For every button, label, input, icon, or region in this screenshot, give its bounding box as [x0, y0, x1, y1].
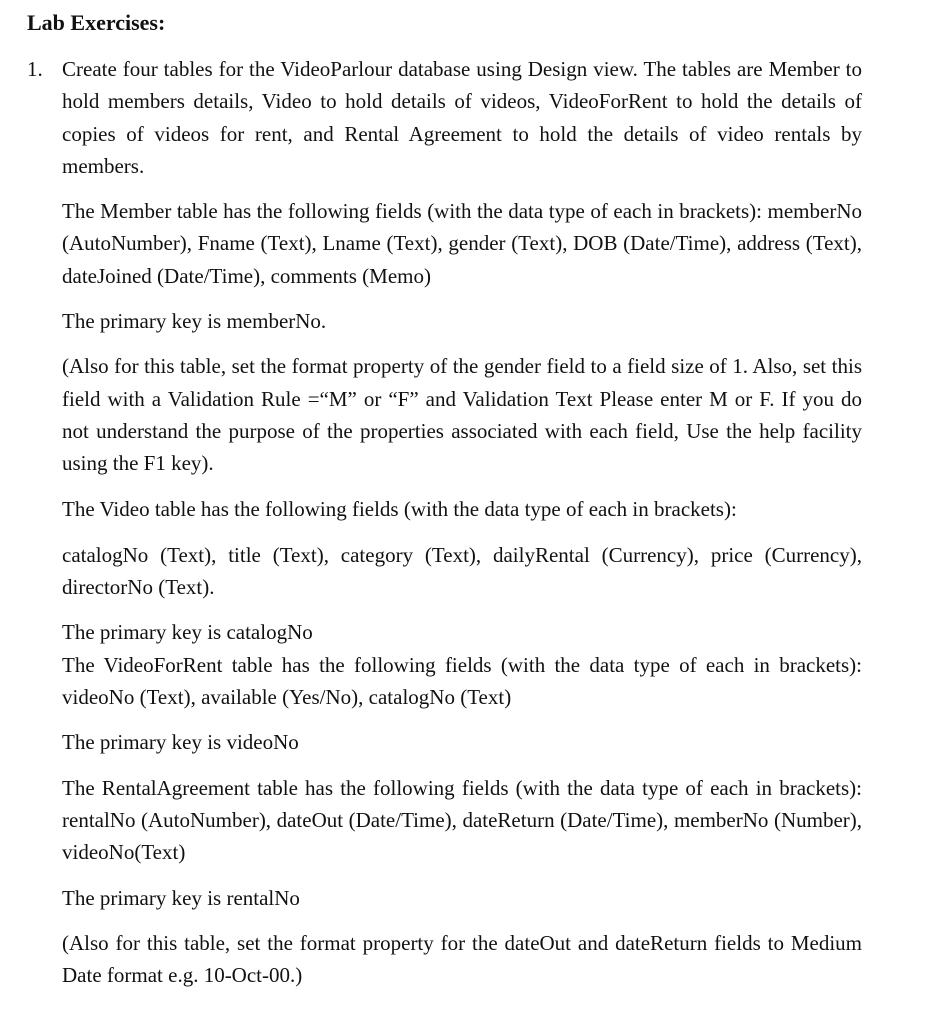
rental-primary-key: The primary key is rentalNo	[62, 885, 300, 910]
video-fields-paragraph: catalogNo (Text), title (Text), category (Text), dailyRental (Currency), price (Currency), directorNo (Text).	[62, 542, 862, 600]
rental-note-paragraph: (Also for this table, set the format property for the dateOut and dateReturn fields to Medium Date format e.g. 10-Oct-00.)	[62, 930, 862, 988]
videoforrent-fields-paragraph: The VideoForRent table has the following fields (with the data type of each in brackets): videoNo (Text), available (Yes/No), catalogNo (Text)	[62, 652, 862, 710]
list-item-number: 1.	[27, 57, 43, 81]
section-heading: Lab Exercises:	[27, 10, 166, 35]
video-primary-key: The primary key is catalogNo	[62, 620, 313, 645]
videoforrent-primary-key: The primary key is videoNo	[62, 730, 299, 755]
member-primary-key: The primary key is memberNo.	[62, 309, 327, 334]
member-fields-paragraph: The Member table has the following fields (with the data type of each in brackets): memberNo (AutoNumber), Fname (Text), Lname (Text), gender (Text), DOB (Date/Time), address (Text), dateJoined (Date/Time), comments (Memo)	[62, 199, 862, 288]
intro-paragraph: Create four tables for the VideoParlour database using Design view. The tables are Member to hold members details, Video to hold details of videos, VideoForRent to hold the details of copies of videos for rent, and Rental Agreement to hold the details of video rentals by members.	[62, 57, 862, 178]
exercise-body	[62, 53, 862, 991]
member-note-paragraph: (Also for this table, set the format property of the gender field to a field size of 1. Also, set this field with a Validation Rule =“M” or “F” and Validation Text Please enter M or F. If you do not understand the purpose of the properties associated with each field, Use the help facility using the F1 key).	[62, 354, 862, 476]
rental-fields-paragraph: The RentalAgreement table has the following fields (with the data type of each in brackets): rentalNo (AutoNumber), dateOut (Date/Time), dateReturn (Date/Time), memberNo (Number), videoNo(Text)	[62, 775, 862, 865]
video-intro-paragraph: The Video table has the following fields (with the data type of each in brackets):	[62, 496, 737, 521]
